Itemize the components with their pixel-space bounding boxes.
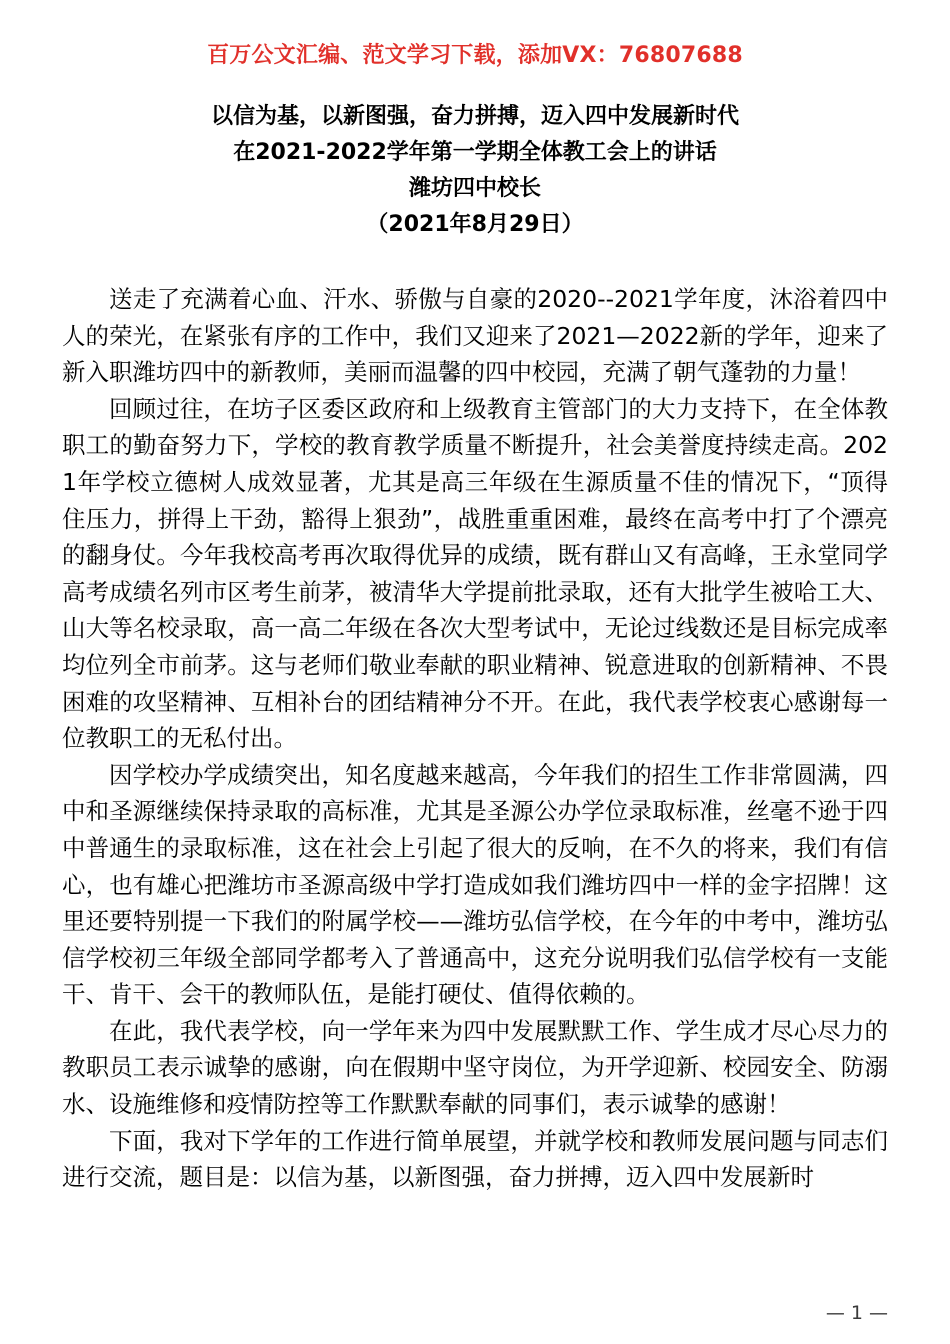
- document-body: [62, 281, 888, 1196]
- title-line-date: （2021年8月29日）: [366, 212, 584, 237]
- title-line-main: 以信为基，以新图强，奋力拼搏，迈入四中发展新时代: [210, 104, 739, 129]
- body-paragraph: 因学校办学成绩突出，知名度越来越高，今年我们的招生工作非常圆满，四中和圣源继续保持录取的高标准，尤其是圣源公办学位录取标准，丝毫不逊于四中普通生的录取标准，这在社会上引起了很大的反响，在不久的将来，我们有信心，也有雄心把潍坊市圣源高级中学打造成如我们潍坊四中一样的金字招牌！这里还要特别提一下我们的附属学校——潍坊弘信学校，在今年的中考中，潍坊弘信学校初三年级全部同学都考入了普通高中，这充分说明我们弘信学校有一支能干、肯干、会干的教师队伍，是能打硬仗、值得依赖的。: [62, 760, 888, 1009]
- document-title-block: [0, 99, 950, 243]
- title-line-speaker: 潍坊四中校长: [408, 176, 541, 201]
- body-paragraph: 送走了充满着心血、汗水、骄傲与自豪的2020--2021学年度，沐浴着四中人的荣光，在紧张有序的工作中，我们又迎来了2021—2022新的学年，迎来了新入职潍坊四中的新教师，美丽而温馨的四中校园，充满了朝气蓬勃的力量！: [62, 285, 888, 387]
- promo-header-text: 百万公文汇编、范文学习下载，添加VX：76807688: [207, 43, 743, 68]
- title-line-occasion: 在2021-2022学年第一学期全体教工会上的讲话: [233, 140, 717, 165]
- body-paragraph: 回顾过往，在坊子区委区政府和上级教育主管部门的大力支持下，在全体教职工的勤奋努力下，学校的教育教学质量不断提升，社会美誉度持续走高。2021年学校立德树人成效显著，尤其是高三年级在生源质量不佳的情况下，“顶得住压力，拼得上干劲，豁得上狠劲”，战胜重重困难，最终在高考中打了个漂亮的翻身仗。今年我校高考再次取得优异的成绩，既有群山又有高峰，王永堂同学高考成绩名列市区考生前茅，被清华大学提前批录取，还有大批学生被哈工大、山大等名校录取，高一高二年级在各次大型考试中，无论过线数还是目标完成率均位列全市前茅。这与老师们敬业奉献的职业精神、锐意进取的创新精神、不畏困难的攻坚精神、互相补台的团结精神分不开。在此，我代表学校衷心感谢每一位教职工的无私付出。: [62, 394, 888, 753]
- body-paragraph: 下面，我对下学年的工作进行简单展望，并就学校和教师发展问题与同志们进行交流，题目是：以信为基，以新图强，奋力拼搏，迈入四中发展新时: [62, 1126, 888, 1192]
- body-paragraph: 在此，我代表学校，向一学年来为四中发展默默工作、学生成才尽心尽力的教职员工表示诚挚的感谢，向在假期中坚守岗位，为开学迎新、校园安全、防溺水、设施维修和疫情防控等工作默默奉献的同事们，表示诚挚的感谢！: [62, 1016, 888, 1119]
- page-number: — 1 —: [825, 1302, 888, 1324]
